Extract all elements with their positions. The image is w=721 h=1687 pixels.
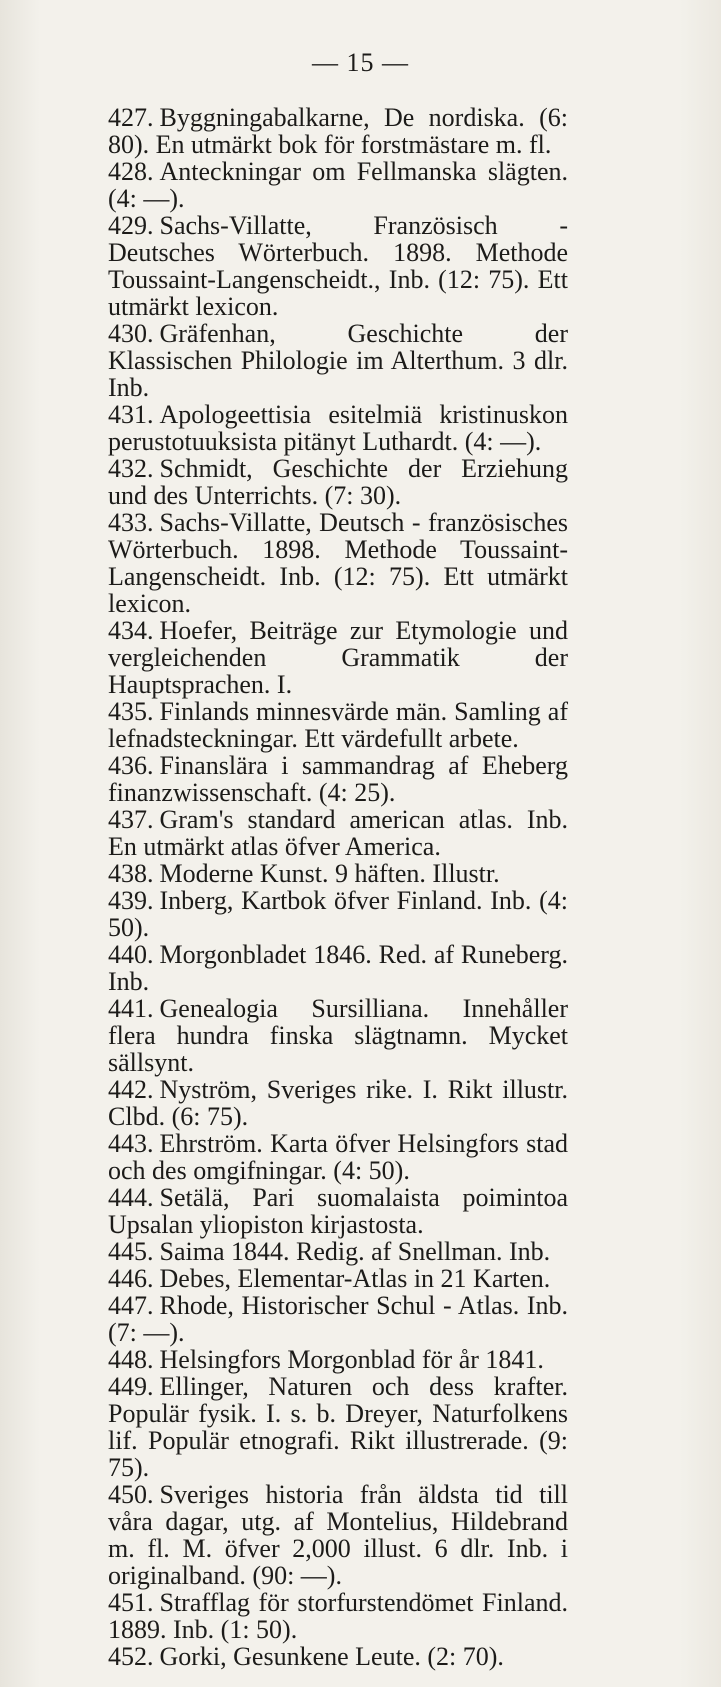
entry-text: Sachs-Villatte, Deutsch - französisches Wörterbuch. 1898. Methode Toussaint-Langenscheidt. Inb. (12: 75). Ett utmärkt lexicon. (108, 508, 568, 618)
catalog-entry (108, 158, 568, 212)
entry-number: 438. (108, 859, 154, 888)
catalog-entry (108, 401, 568, 455)
entry-text: Debes, Elementar-Atlas in 21 Karten. (159, 1264, 551, 1293)
entry-number: 451. (108, 1588, 154, 1617)
entry-text: Ellinger, Naturen och dess krafter. Populär fysik. I. s. b. Dreyer, Naturfolkens lif. Populär etnografi. Rikt illustrerade. (9: 75). (108, 1372, 568, 1482)
catalog-entry (108, 1292, 568, 1346)
entry-text: Sveriges historia från äldsta tid till våra dagar, utg. af Montelius, Hildebrand m. fl. M. öfver 2,000 illust. 6 dlr. Inb. i originalband. (90: —). (108, 1480, 568, 1590)
entry-number: 452. (108, 1642, 154, 1671)
entry-text: Gräfenhan, Geschichte der Klassischen Philologie im Alterthum. 3 dlr. Inb. (108, 319, 568, 402)
catalog-entry (108, 887, 568, 941)
entry-number: 444. (108, 1183, 154, 1212)
entry-text: Finanslära i sammandrag af Eheberg finanzwissenschaft. (4: 25). (108, 751, 568, 807)
catalog-entry (108, 1346, 568, 1373)
catalog-entry (108, 1373, 568, 1481)
catalog-entry (108, 1076, 568, 1130)
entry-text: Sachs-Villatte, Französisch - Deutsches Wörterbuch. 1898. Methode Toussaint-Langenscheidt., Inb. (12: 75). Ett utmärkt lexicon. (108, 211, 568, 321)
catalog-entry (108, 752, 568, 806)
catalog-entry (108, 1130, 568, 1184)
entry-text: Genealogia Sursilliana. Innehåller flera hundra finska slägtnamn. Mycket sällsynt. (108, 994, 568, 1077)
page-number: — 15 — (312, 48, 409, 77)
entry-text: Gram's standard american atlas. Inb. En utmärkt atlas öfver America. (108, 805, 568, 861)
entry-text: Anteckningar om Fellmanska slägten. (4: —). (108, 157, 568, 213)
entry-number: 431. (108, 400, 154, 429)
entry-number: 447. (108, 1291, 154, 1320)
entry-number: 440. (108, 940, 154, 969)
entry-number: 432. (108, 454, 154, 483)
entry-text: Gorki, Gesunkene Leute. (2: 70). (159, 1642, 504, 1671)
entry-text: Inberg, Kartbok öfver Finland. Inb. (4: 50). (108, 886, 568, 942)
entry-text: Morgonbladet 1846. Red. af Runeberg. Inb. (108, 940, 568, 996)
entry-text: Helsingfors Morgonblad för år 1841. (159, 1345, 544, 1374)
entry-text: Rhode, Historischer Schul - Atlas. Inb. (7: —). (108, 1291, 568, 1347)
catalog-entry (108, 104, 568, 158)
entry-number: 449. (108, 1372, 154, 1401)
entry-number: 429. (108, 211, 154, 240)
entry-text: Nyström, Sveriges rike. I. Rikt illustr. Clbd. (6: 75). (108, 1075, 568, 1131)
entry-number: 442. (108, 1075, 154, 1104)
entry-number: 435. (108, 697, 154, 726)
catalog-entry (108, 1643, 568, 1670)
catalog-entry (108, 320, 568, 401)
catalog-entry (108, 941, 568, 995)
catalog-entry (108, 455, 568, 509)
entry-number: 441. (108, 994, 154, 1023)
catalog-entry (108, 212, 568, 320)
entry-number: 443. (108, 1129, 154, 1158)
entry-number: 445. (108, 1237, 154, 1266)
entry-number: 439. (108, 886, 154, 915)
entry-text: Ehrström. Karta öfver Helsingfors stad och des omgifningar. (4: 50). (108, 1129, 568, 1185)
entry-text: Saima 1844. Redig. af Snellman. Inb. (159, 1237, 551, 1266)
entry-number: 427. (108, 103, 154, 132)
catalog-entry (108, 1481, 568, 1589)
catalog-entry (108, 617, 568, 698)
catalog-entry (108, 860, 568, 887)
catalog-entry (108, 1265, 568, 1292)
entry-text: Apologeettisia esitelmiä kristinuskon perustotuuksista pitänyt Luthardt. (4: —). (108, 400, 568, 456)
catalog-entry (108, 509, 568, 617)
entry-number: 430. (108, 319, 154, 348)
catalog-entry-list (108, 104, 568, 1670)
entry-text: Schmidt, Geschichte der Erziehung und des Unterrichts. (7: 30). (108, 454, 568, 510)
entry-text: Setälä, Pari suomalaista poimintoa Upsalan yliopiston kirjastosta. (108, 1183, 568, 1239)
entry-text: Hoefer, Beiträge zur Etymologie und vergleichenden Grammatik der Hauptsprachen. I. (108, 616, 568, 699)
entry-number: 450. (108, 1480, 154, 1509)
entry-text: Finlands minnesvärde män. Samling af lefnadsteckningar. Ett värdefullt arbete. (108, 697, 568, 753)
entry-number: 428. (108, 157, 154, 186)
entry-text: Strafflag för storfurstendömet Finland. 1889. Inb. (1: 50). (108, 1588, 568, 1644)
catalog-entry (108, 1184, 568, 1238)
entry-number: 437. (108, 805, 154, 834)
catalog-entry (108, 1238, 568, 1265)
entry-number: 448. (108, 1345, 154, 1374)
catalog-entry (108, 698, 568, 752)
entry-number: 433. (108, 508, 154, 537)
entry-text: Moderne Kunst. 9 häften. Illustr. (159, 859, 500, 888)
entry-number: 446. (108, 1264, 154, 1293)
catalog-entry (108, 1589, 568, 1643)
catalog-entry (108, 806, 568, 860)
entry-number: 436. (108, 751, 154, 780)
entry-number: 434. (108, 616, 154, 645)
entry-text: Byggningabalkarne, De nordiska. (6: 80). En utmärkt bok för forstmästare m. fl. (108, 103, 568, 159)
catalog-entry (108, 995, 568, 1076)
